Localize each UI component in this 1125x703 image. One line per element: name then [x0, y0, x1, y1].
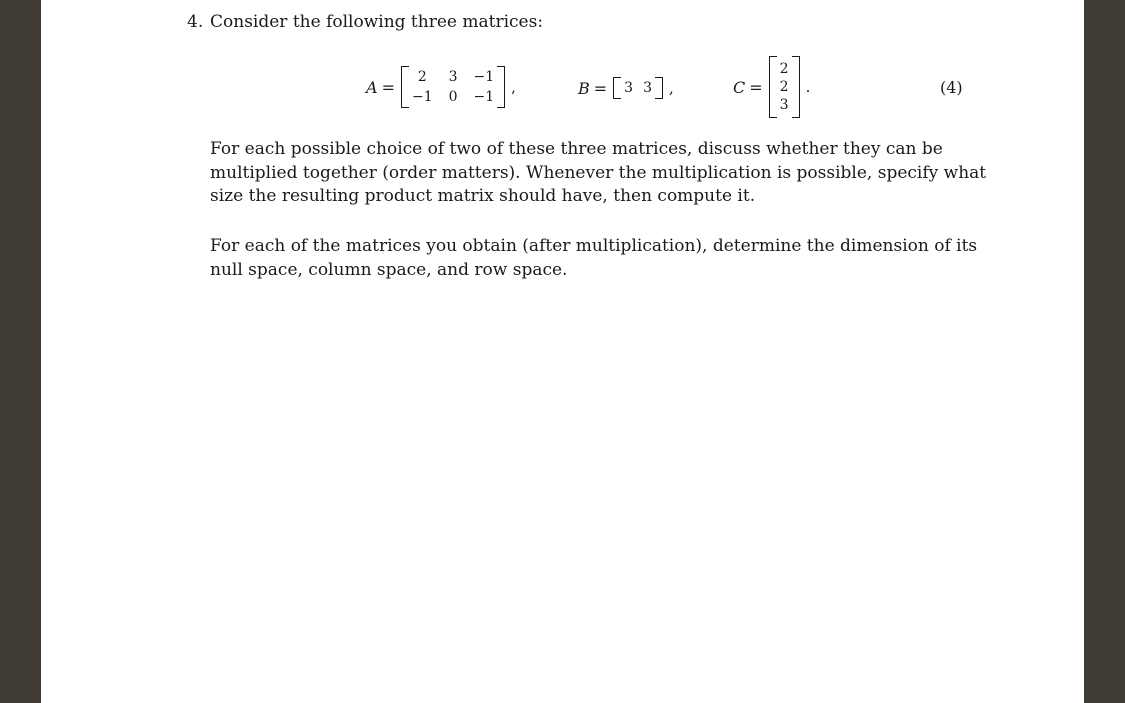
matrix-c-right-bracket [792, 56, 800, 118]
matrix-a-entry: −1 [473, 89, 495, 105]
matrix-a-entry: −1 [473, 69, 495, 85]
paragraph-multiplication: For each possible choice of two of these three matrices, discuss whether they can be multiplied together (order matters). Whenever the multiplication is possible, specify what size the resulting product matrix should have, then compute it. [210, 139, 987, 206]
matrix-b-left-bracket [613, 77, 621, 99]
paragraph-dimensions: For each of the matrices you obtain (after multiplication), determine the dimension of its null space, column space, and row space. [210, 236, 978, 280]
matrix-b-equals: = [593, 78, 608, 98]
matrix-b-label: B [578, 78, 590, 98]
matrix-b-right-bracket [655, 77, 663, 99]
matrix-a-label: A [366, 77, 378, 97]
matrix-a-entry: 2 [417, 69, 427, 85]
matrix-c-entry: 2 [779, 78, 789, 95]
matrix-c-entries [777, 61, 792, 114]
document-page [41, 0, 1084, 703]
matrix-c-entry: 2 [779, 60, 789, 77]
question-intro: Consider the following three matrices: [210, 12, 544, 32]
matrix-b-entry: 3 [624, 80, 634, 96]
matrix-a-right-bracket [497, 66, 505, 108]
matrix-a-equals: = [381, 77, 395, 97]
matrix-c-entry: 3 [779, 96, 789, 113]
matrix-a-left-bracket [401, 66, 409, 108]
matrix-c-expression [733, 56, 810, 118]
matrix-a-expression [366, 66, 516, 108]
matrix-b-entries [621, 79, 655, 97]
matrix-a-punctuation: , [511, 78, 516, 96]
matrix-a-entries [409, 68, 497, 106]
matrix-c-equals: = [749, 77, 763, 97]
question-marks: (4) [940, 78, 963, 97]
question-number: 4. [187, 12, 204, 32]
matrix-b-punctuation: , [669, 79, 674, 97]
matrix-a-entry: 3 [448, 69, 458, 85]
matrix-c-punctuation: . [805, 78, 811, 96]
matrix-b-entry: 3 [643, 80, 653, 96]
matrix-b-expression [578, 77, 674, 99]
matrix-c-label: C [733, 77, 746, 97]
matrix-a-entry: −1 [411, 89, 433, 105]
matrix-a-entry: 0 [448, 89, 458, 105]
matrix-c-left-bracket [769, 56, 777, 118]
